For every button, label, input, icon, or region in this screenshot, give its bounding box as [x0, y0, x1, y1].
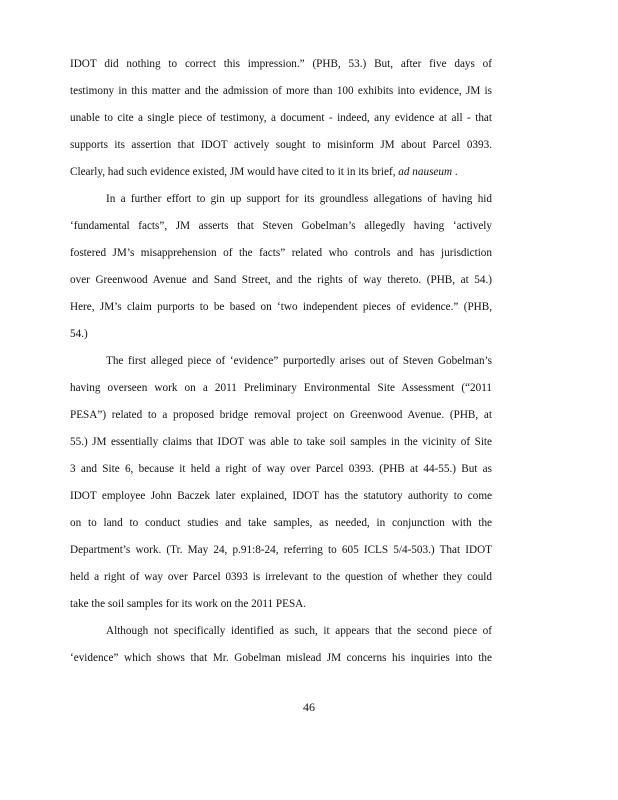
- text-line-segment: .: [452, 166, 458, 178]
- text-line: fostered JM’s misapprehension of the facts” related who controls and has jurisdiction: [70, 247, 492, 259]
- text-line: take the soil samples for its work on the 2011 PESA.: [70, 598, 307, 610]
- text-line-segment: Clearly, had such evidence existed, JM would have cited to it in its brief,: [70, 166, 399, 178]
- text-line: IDOT employee John Baczek later explained, IDOT has the statutory authority to come: [70, 490, 492, 502]
- text-line: ‘evidence” which shows that Mr. Gobelman mislead JM concerns his inquiries into the: [70, 652, 492, 664]
- text-line: [70, 165, 492, 179]
- text-line: held a right of way over Parcel 0393 is irrelevant to the question of whether they could: [70, 571, 492, 583]
- text-line: PESA”) related to a proposed bridge removal project on Greenwood Avenue. (PHB, at: [70, 409, 492, 421]
- italic-phrase: ad nauseum: [398, 166, 453, 178]
- text-line: 55.) JM essentially claims that IDOT was able to take soil samples in the vicinity of Site: [70, 436, 492, 448]
- text-line: Here, JM’s claim purports to be based on ‘two independent pieces of evidence.” (PHB,: [70, 301, 492, 313]
- text-line: over Greenwood Avenue and Sand Street, and the rights of way thereto. (PHB, at 54.): [70, 274, 492, 286]
- text-line: on to land to conduct studies and take samples, as needed, in conjunction with the: [70, 517, 492, 529]
- text-line: 54.): [70, 328, 88, 340]
- text-line: ‘fundamental facts”, JM asserts that Steven Gobelman’s allegedly having ‘actively: [70, 220, 492, 232]
- paragraph-first-line: The first alleged piece of ‘evidence” purportedly arises out of Steven Gobelman’s: [106, 355, 492, 367]
- text-line: unable to cite a single piece of testimony, a document - indeed, any evidence at all - that: [70, 112, 492, 124]
- paragraph-first-line: In a further effort to gin up support for its groundless allegations of having hid: [106, 193, 492, 205]
- text-line: having overseen work on a 2011 Preliminary Environmental Site Assessment (“2011: [70, 382, 492, 394]
- text-line: 3 and Site 6, because it held a right of way over Parcel 0393. (PHB at 44-55.) But as: [70, 463, 492, 475]
- paragraph-first-line: Although not specifically identified as such, it appears that the second piece of: [106, 625, 492, 637]
- text-line: testimony in this matter and the admission of more than 100 exhibits into evidence, JM is: [70, 85, 492, 97]
- text-line: supports its assertion that IDOT actively sought to misinform JM about Parcel 0393.: [70, 139, 492, 151]
- page-number: 46: [303, 700, 315, 714]
- text-line: IDOT did nothing to correct this impression.” (PHB, 53.) But, after five days of: [70, 58, 492, 70]
- text-line: Department’s work. (Tr. May 24, p.91:8-24, referring to 605 ICLS 5/4-503.) That IDOT: [70, 544, 492, 556]
